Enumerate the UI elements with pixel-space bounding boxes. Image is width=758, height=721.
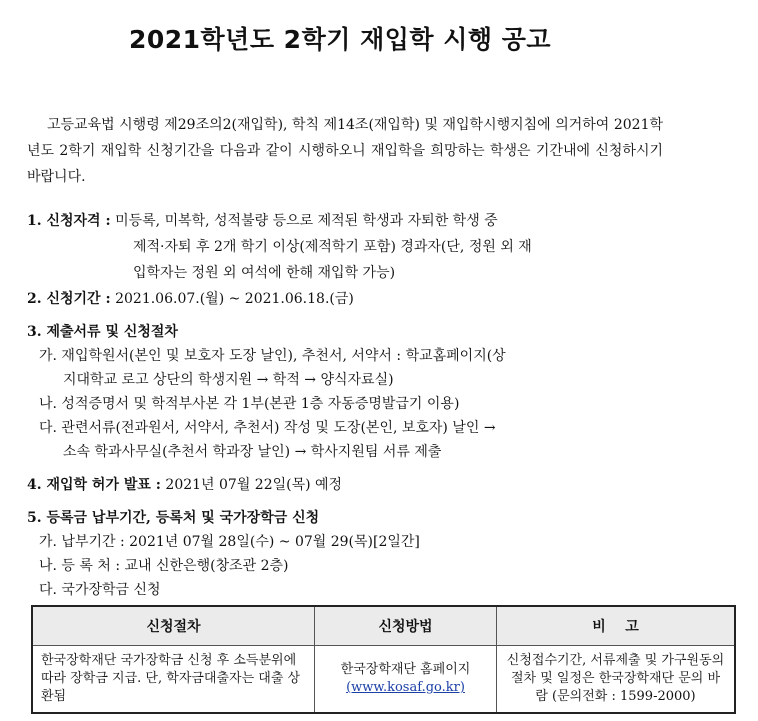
- tuition-item-c: 다. 국가장학금 신청: [39, 582, 161, 598]
- section-period: [27, 288, 727, 310]
- documents-item-c-2: 소속 학과사무실(추천서 학과장 날인) → 학사지원팀 서류 제출: [63, 444, 442, 460]
- qualification-line-1: 미등록, 미복학, 성적불량 등으로 제적된 학생과 자퇴한 학생 중: [115, 213, 498, 229]
- documents-item-b: 나. 성적증명서 및 학적부사본 각 1부(본관 1층 자동증명발급기 이용): [39, 396, 460, 412]
- scholarship-table: [31, 605, 736, 714]
- tuition-item-b: 나. 등 록 처 : 교내 신한은행(창조관 2층): [39, 558, 289, 574]
- announcement-label: 4. 재입학 허가 발표 :: [27, 477, 161, 493]
- tuition-label: 5. 등록금 납부기간, 등록처 및 국가장학금 신청: [27, 510, 320, 526]
- documents-item-a-1: 가. 재입학원서(본인 및 보호자 도장 날인), 추천서, 서약서 : 학교홈페이지(상: [39, 348, 506, 364]
- table-cell-method: [315, 646, 497, 714]
- table-cell-procedure: 한국장학재단 국가장학금 신청 후 소득분위에 따라 장학금 지급. 단, 학자금대출자는 대출 상환됨: [32, 646, 315, 714]
- method-name: 한국장학재단 홈페이지: [340, 662, 471, 677]
- table-row: [32, 646, 735, 714]
- section-qualification: [27, 208, 667, 286]
- documents-item-a-2: 지대학교 로고 상단의 학생지원 → 학적 → 양식자료실): [63, 372, 394, 388]
- table-header-procedure: 신청절차: [32, 606, 315, 646]
- table-header-row: [32, 606, 735, 646]
- section-tuition: [27, 506, 727, 602]
- tuition-item-a: 가. 납부기간 : 2021년 07월 28일(수) ~ 07월 29(목)[2일간]: [39, 534, 420, 550]
- qualification-label: 1. 신청자격 :: [27, 213, 111, 229]
- page-title: 2021학년도 2학기 재입학 시행 공고: [128, 25, 552, 54]
- documents-item-c-1: 다. 관련서류(전과원서, 서약서, 추천서) 작성 및 도장(본인, 보호자) 날인 →: [39, 420, 496, 436]
- qualification-line-2: 제적·자퇴 후 2개 학기 이상(제적학기 포함) 경과자(단, 정원 외 재: [133, 239, 532, 255]
- period-value: 2021.06.07.(월) ~ 2021.06.18.(금): [115, 291, 354, 307]
- announcement-value: 2021년 07월 22일(목) 예정: [165, 477, 343, 493]
- section-documents: [27, 320, 727, 464]
- section-announcement: [27, 474, 727, 496]
- table-cell-note: 신청접수기간, 서류제출 및 가구원동의 절차 및 일정은 한국장학재단 문의 바람 (문의전화 : 1599-2000): [497, 646, 736, 714]
- period-label: 2. 신청기간 :: [27, 291, 111, 307]
- table-header-method: 신청방법: [315, 606, 497, 646]
- kosaf-link[interactable]: (www.kosaf.go.kr): [346, 680, 465, 695]
- qualification-line-3: 입학자는 정원 외 여석에 한해 재입학 가능): [133, 265, 396, 281]
- table-header-note: 비 고: [497, 606, 736, 646]
- intro-paragraph: 고등교육법 시행령 제29조의2(재입학), 학칙 제14조(재입학) 및 재입학시행지침에 의거하여 2021학년도 2학기 재입학 신청기간을 다음과 같이 시행하오니 재입학을 희망하는 학생은 기간내에 신청하시기 바랍니다.: [27, 117, 663, 185]
- documents-label: 3. 제출서류 및 신청절차: [27, 324, 178, 340]
